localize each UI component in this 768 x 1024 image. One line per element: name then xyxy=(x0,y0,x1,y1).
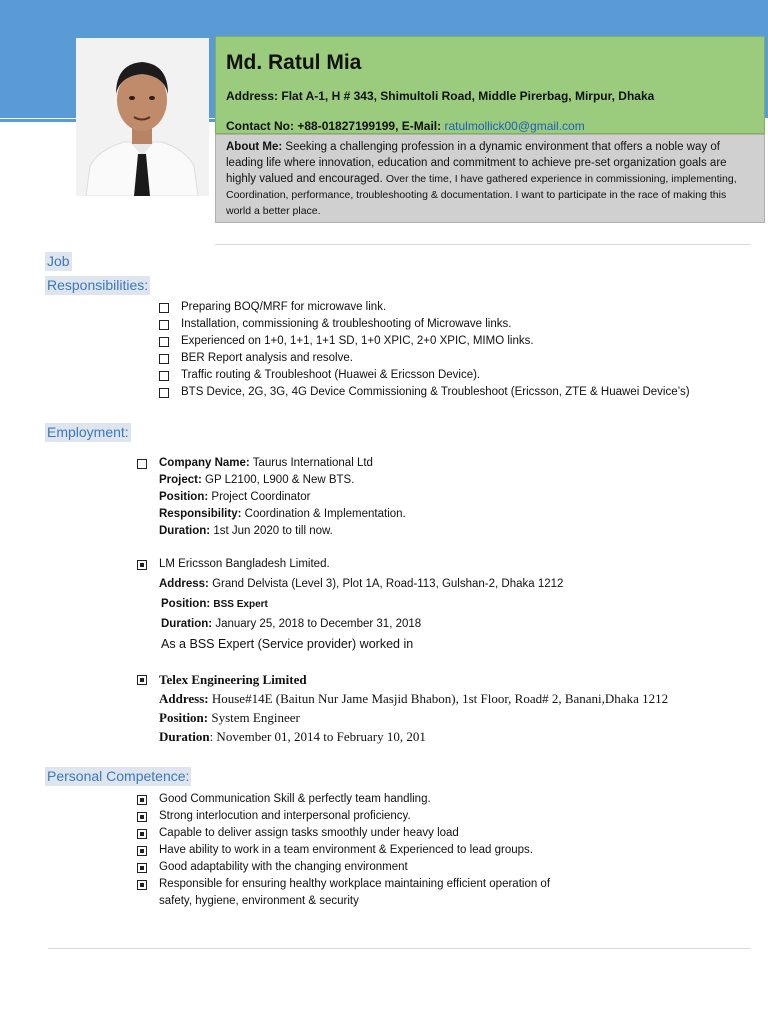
list-item-text: Good adaptability with the changing environment xyxy=(159,861,408,873)
filled-checkbox-icon xyxy=(137,829,147,839)
position-line xyxy=(159,489,406,506)
address-label: Address: xyxy=(159,578,209,590)
address-line xyxy=(159,689,668,708)
list-item-text: Have ability to work in a team environment & Experienced to lead groups. xyxy=(159,844,533,856)
list-item-text: Good Communication Skill & perfectly team handling. xyxy=(159,793,431,805)
list-item xyxy=(137,842,550,859)
position-value: System Engineer xyxy=(211,710,300,725)
company-name: Telex Engineering Limited xyxy=(159,672,307,687)
position-value: Project Coordinator xyxy=(211,491,311,503)
list-item-text: Capable to deliver assign tasks smoothly under heavy load xyxy=(159,827,459,839)
filled-checkbox-icon xyxy=(137,812,147,822)
checkbox-icon xyxy=(159,320,169,330)
list-item-text: safety, hygiene, environment & security xyxy=(159,895,359,907)
duration-line xyxy=(159,727,668,746)
list-item-text: Traffic routing & Troubleshoot (Huawei & Ericsson Device). xyxy=(181,369,481,381)
filled-checkbox-icon xyxy=(137,795,147,805)
duration-value: January 25, 2018 to December 31, 2018 xyxy=(215,618,422,630)
responsibility-value: Coordination & Implementation. xyxy=(244,508,406,520)
duration-value: : November 01, 2014 to February 10, 201 xyxy=(209,729,426,744)
list-item-continuation xyxy=(137,893,550,910)
list-item xyxy=(159,384,690,401)
responsibility-line xyxy=(159,506,406,523)
email-link[interactable]: ratulmollick00@gmail.com xyxy=(444,119,585,133)
filled-checkbox-icon xyxy=(137,880,147,890)
duration-label: Duration: xyxy=(161,618,213,630)
checkbox-icon xyxy=(159,337,169,347)
about-details: Over the time, I have gathered experience in commissioning, implementing, Coordination, performance, troubleshooting & documentation. I want to participate in the race of making this world a better place. xyxy=(226,173,737,217)
company-line xyxy=(159,556,563,573)
list-item-text: Installation, commissioning & troubleshooting of Microwave links. xyxy=(181,318,512,330)
section-title-competence: Personal Competence: xyxy=(47,768,190,784)
responsibility-label: Responsibility: xyxy=(159,508,242,520)
employment-entry-taurus xyxy=(159,455,406,540)
address-label: Address: xyxy=(226,89,279,103)
duration-value: 1st Jun 2020 to till now. xyxy=(213,525,333,537)
divider-bottom xyxy=(48,948,751,949)
about-me-box xyxy=(215,134,765,223)
section-title-employment: Employment: xyxy=(47,424,129,440)
employment-entry-ericsson xyxy=(159,556,563,653)
list-item xyxy=(159,316,690,333)
checkbox-icon xyxy=(159,388,169,398)
list-item xyxy=(137,808,550,825)
employment-entry-telex xyxy=(159,670,668,746)
email-label: E-Mail: xyxy=(401,119,442,133)
section-title-responsibilities: Responsibilities: xyxy=(47,277,149,293)
list-item xyxy=(137,859,550,876)
address-line xyxy=(159,576,563,593)
list-item-text: Preparing BOQ/MRF for microwave link. xyxy=(181,301,387,313)
list-item xyxy=(137,876,550,893)
position-label: Position: xyxy=(161,598,211,610)
company-line xyxy=(159,455,406,472)
competence-list xyxy=(137,791,550,910)
candidate-name: Md. Ratul Mia xyxy=(226,51,362,74)
company-label: Company Name: xyxy=(159,457,250,469)
duration-label: Duration: xyxy=(159,525,211,537)
section-title-job: Job xyxy=(47,253,70,269)
filled-checkbox-icon xyxy=(137,863,147,873)
project-line xyxy=(159,472,406,489)
filled-checkbox-icon xyxy=(137,560,147,570)
address-value: Flat A-1, H # 343, Shimultoli Road, Middle Pirerbag, Mirpur, Dhaka xyxy=(281,89,655,103)
divider-top xyxy=(215,244,751,245)
company-name: Taurus International Ltd xyxy=(252,457,373,469)
position-label: Position: xyxy=(159,710,209,725)
address-value: Grand Delvista (Level 3), Plot 1A, Road-113, Gulshan-2, Dhaka 1212 xyxy=(212,578,564,590)
role-note: As a BSS Expert (Service provider) worked in xyxy=(161,637,414,651)
list-item xyxy=(137,791,550,808)
filled-checkbox-icon xyxy=(137,846,147,856)
about-statement: Seeking a challenging profession in a dynamic environment that offers a noble way of leading life where innovation, education and commitment to achieve pre-set organization goals are highly valued and encouraged. xyxy=(226,141,727,185)
phone-number: +88-01827199199, xyxy=(297,119,399,133)
about-label: About Me: xyxy=(226,141,283,153)
project-value: GP L2100, L900 & New BTS. xyxy=(205,474,355,486)
address-value: House#14E (Baitun Nur Jame Masjid Bhabon), 1st Floor, Road# 2, Banani,Dhaka 1212 xyxy=(211,691,669,706)
company-line xyxy=(159,670,668,689)
portrait-image xyxy=(76,38,209,196)
list-item-text: Strong interlocution and interpersonal proficiency. xyxy=(159,810,411,822)
contact-line xyxy=(226,119,585,133)
list-item xyxy=(137,825,550,842)
duration-label: Duration xyxy=(159,729,210,744)
list-item xyxy=(159,350,690,367)
position-line xyxy=(161,596,563,613)
position-label: Position: xyxy=(159,491,209,503)
list-item-text: Experienced on 1+0, 1+1, 1+1 SD, 1+0 XPIC, 2+0 XPIC, MIMO links. xyxy=(181,335,534,347)
duration-line xyxy=(161,616,563,633)
checkbox-icon xyxy=(137,459,147,469)
list-item xyxy=(159,367,690,384)
header-info-box xyxy=(215,36,765,134)
job-responsibility-list xyxy=(159,299,690,401)
filled-checkbox-icon xyxy=(137,675,147,685)
list-item xyxy=(159,299,690,316)
list-item-text: BTS Device, 2G, 3G, 4G Device Commissioning & Troubleshoot (Ericsson, ZTE & Huawei Device’s) xyxy=(181,386,690,398)
checkbox-icon xyxy=(159,371,169,381)
list-item xyxy=(159,333,690,350)
contact-label: Contact No: xyxy=(226,119,294,133)
company-name: LM Ericsson Bangladesh Limited. xyxy=(159,558,330,570)
profile-photo xyxy=(76,38,209,196)
checkbox-icon xyxy=(159,354,169,364)
duration-line xyxy=(159,523,406,540)
checkbox-icon xyxy=(159,303,169,313)
address-label: Address: xyxy=(159,691,209,706)
position-value: BSS Expert xyxy=(213,599,268,610)
position-line xyxy=(159,708,668,727)
list-item-text: Responsible for ensuring healthy workplace maintaining efficient operation of xyxy=(159,878,551,890)
project-label: Project: xyxy=(159,474,202,486)
address-line xyxy=(226,89,654,103)
list-item-text: BER Report analysis and resolve. xyxy=(181,352,353,364)
